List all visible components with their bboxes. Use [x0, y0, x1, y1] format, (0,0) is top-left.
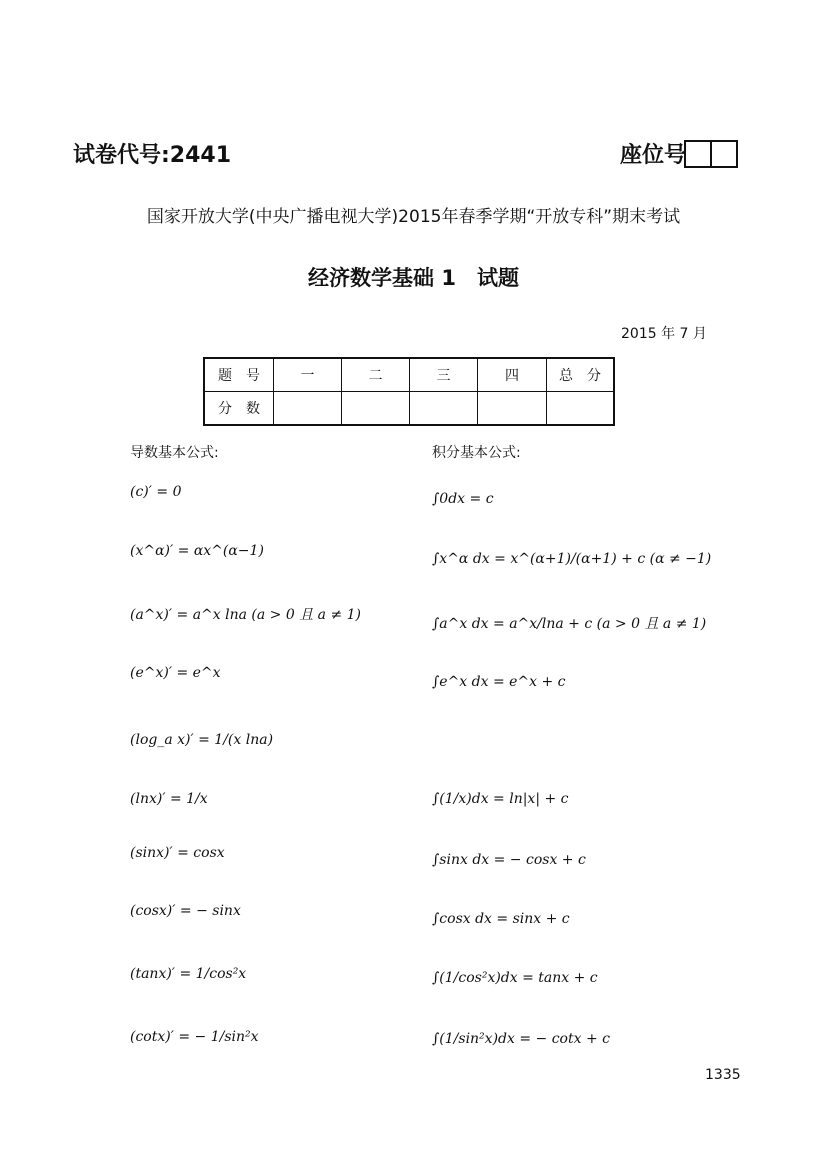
- derivative-formula: (a^x)′ = a^x lna (a > 0 且 a ≠ 1): [130, 607, 362, 623]
- derivative-formula: (cotx)′ = − 1/sin²x: [130, 1029, 259, 1045]
- integral-heading: 积分基本公式:: [432, 445, 521, 461]
- score-header-cell: 四: [478, 358, 547, 392]
- seat-box-2[interactable]: [710, 140, 738, 168]
- derivative-formula: (log_a x)′ = 1/(x lna): [130, 732, 274, 748]
- integral-formula: ∫(1/sin²x)dx = − cotx + c: [432, 1031, 610, 1047]
- score-cell[interactable]: [547, 392, 615, 426]
- derivative-heading: 导数基本公式:: [130, 445, 219, 461]
- seat-label: 座位号: [620, 143, 687, 168]
- integral-formula: ∫0dx = c: [432, 491, 494, 507]
- exam-date: 2015 年 7 月: [621, 326, 707, 342]
- exam-title: 经济数学基础 1 试题: [308, 266, 519, 290]
- score-header-cell: 总 分: [547, 358, 615, 392]
- score-cell[interactable]: [342, 392, 410, 426]
- page-number: 1335: [705, 1067, 741, 1083]
- integral-formula: ∫e^x dx = e^x + c: [432, 674, 566, 690]
- score-header-cell: 三: [410, 358, 478, 392]
- score-cell[interactable]: [410, 392, 478, 426]
- integral-formula: ∫cosx dx = sinx + c: [432, 911, 570, 927]
- score-cell[interactable]: [274, 392, 342, 426]
- derivative-formula: (tanx)′ = 1/cos²x: [130, 966, 247, 982]
- integral-formula: ∫(1/x)dx = ln|x| + c: [432, 791, 569, 807]
- integral-formula: ∫(1/cos²x)dx = tanx + c: [432, 970, 598, 986]
- derivative-formula: (c)′ = 0: [130, 484, 182, 500]
- derivative-formula: (cosx)′ = − sinx: [130, 903, 241, 919]
- score-header-cell: 二: [342, 358, 410, 392]
- integral-formula: ∫sinx dx = − cosx + c: [432, 852, 586, 868]
- score-header-cell: 题 号: [204, 358, 274, 392]
- seat-number: [620, 138, 738, 169]
- derivative-formula: (e^x)′ = e^x: [130, 665, 221, 681]
- integral-formula: ∫a^x dx = a^x/lna + c (a > 0 且 a ≠ 1): [432, 616, 707, 632]
- score-cell[interactable]: [478, 392, 547, 426]
- paper-code: 试卷代号:2441: [73, 143, 232, 168]
- score-header-cell: 一: [274, 358, 342, 392]
- derivative-formula: (lnx)′ = 1/x: [130, 791, 208, 807]
- score-table-score-row: [204, 392, 614, 426]
- exam-institution: 国家开放大学(中央广播电视大学)2015年春季学期“开放专科”期末考试: [146, 207, 681, 227]
- score-table: [203, 357, 615, 426]
- score-table-header-row: [204, 358, 614, 392]
- derivative-formula: (sinx)′ = cosx: [130, 845, 225, 861]
- seat-box-1[interactable]: [684, 140, 712, 168]
- integral-formula: ∫x^α dx = x^(α+1)/(α+1) + c (α ≠ −1): [432, 551, 712, 567]
- score-row-label: 分 数: [204, 392, 274, 426]
- derivative-formula: (x^α)′ = αx^(α−1): [130, 543, 264, 559]
